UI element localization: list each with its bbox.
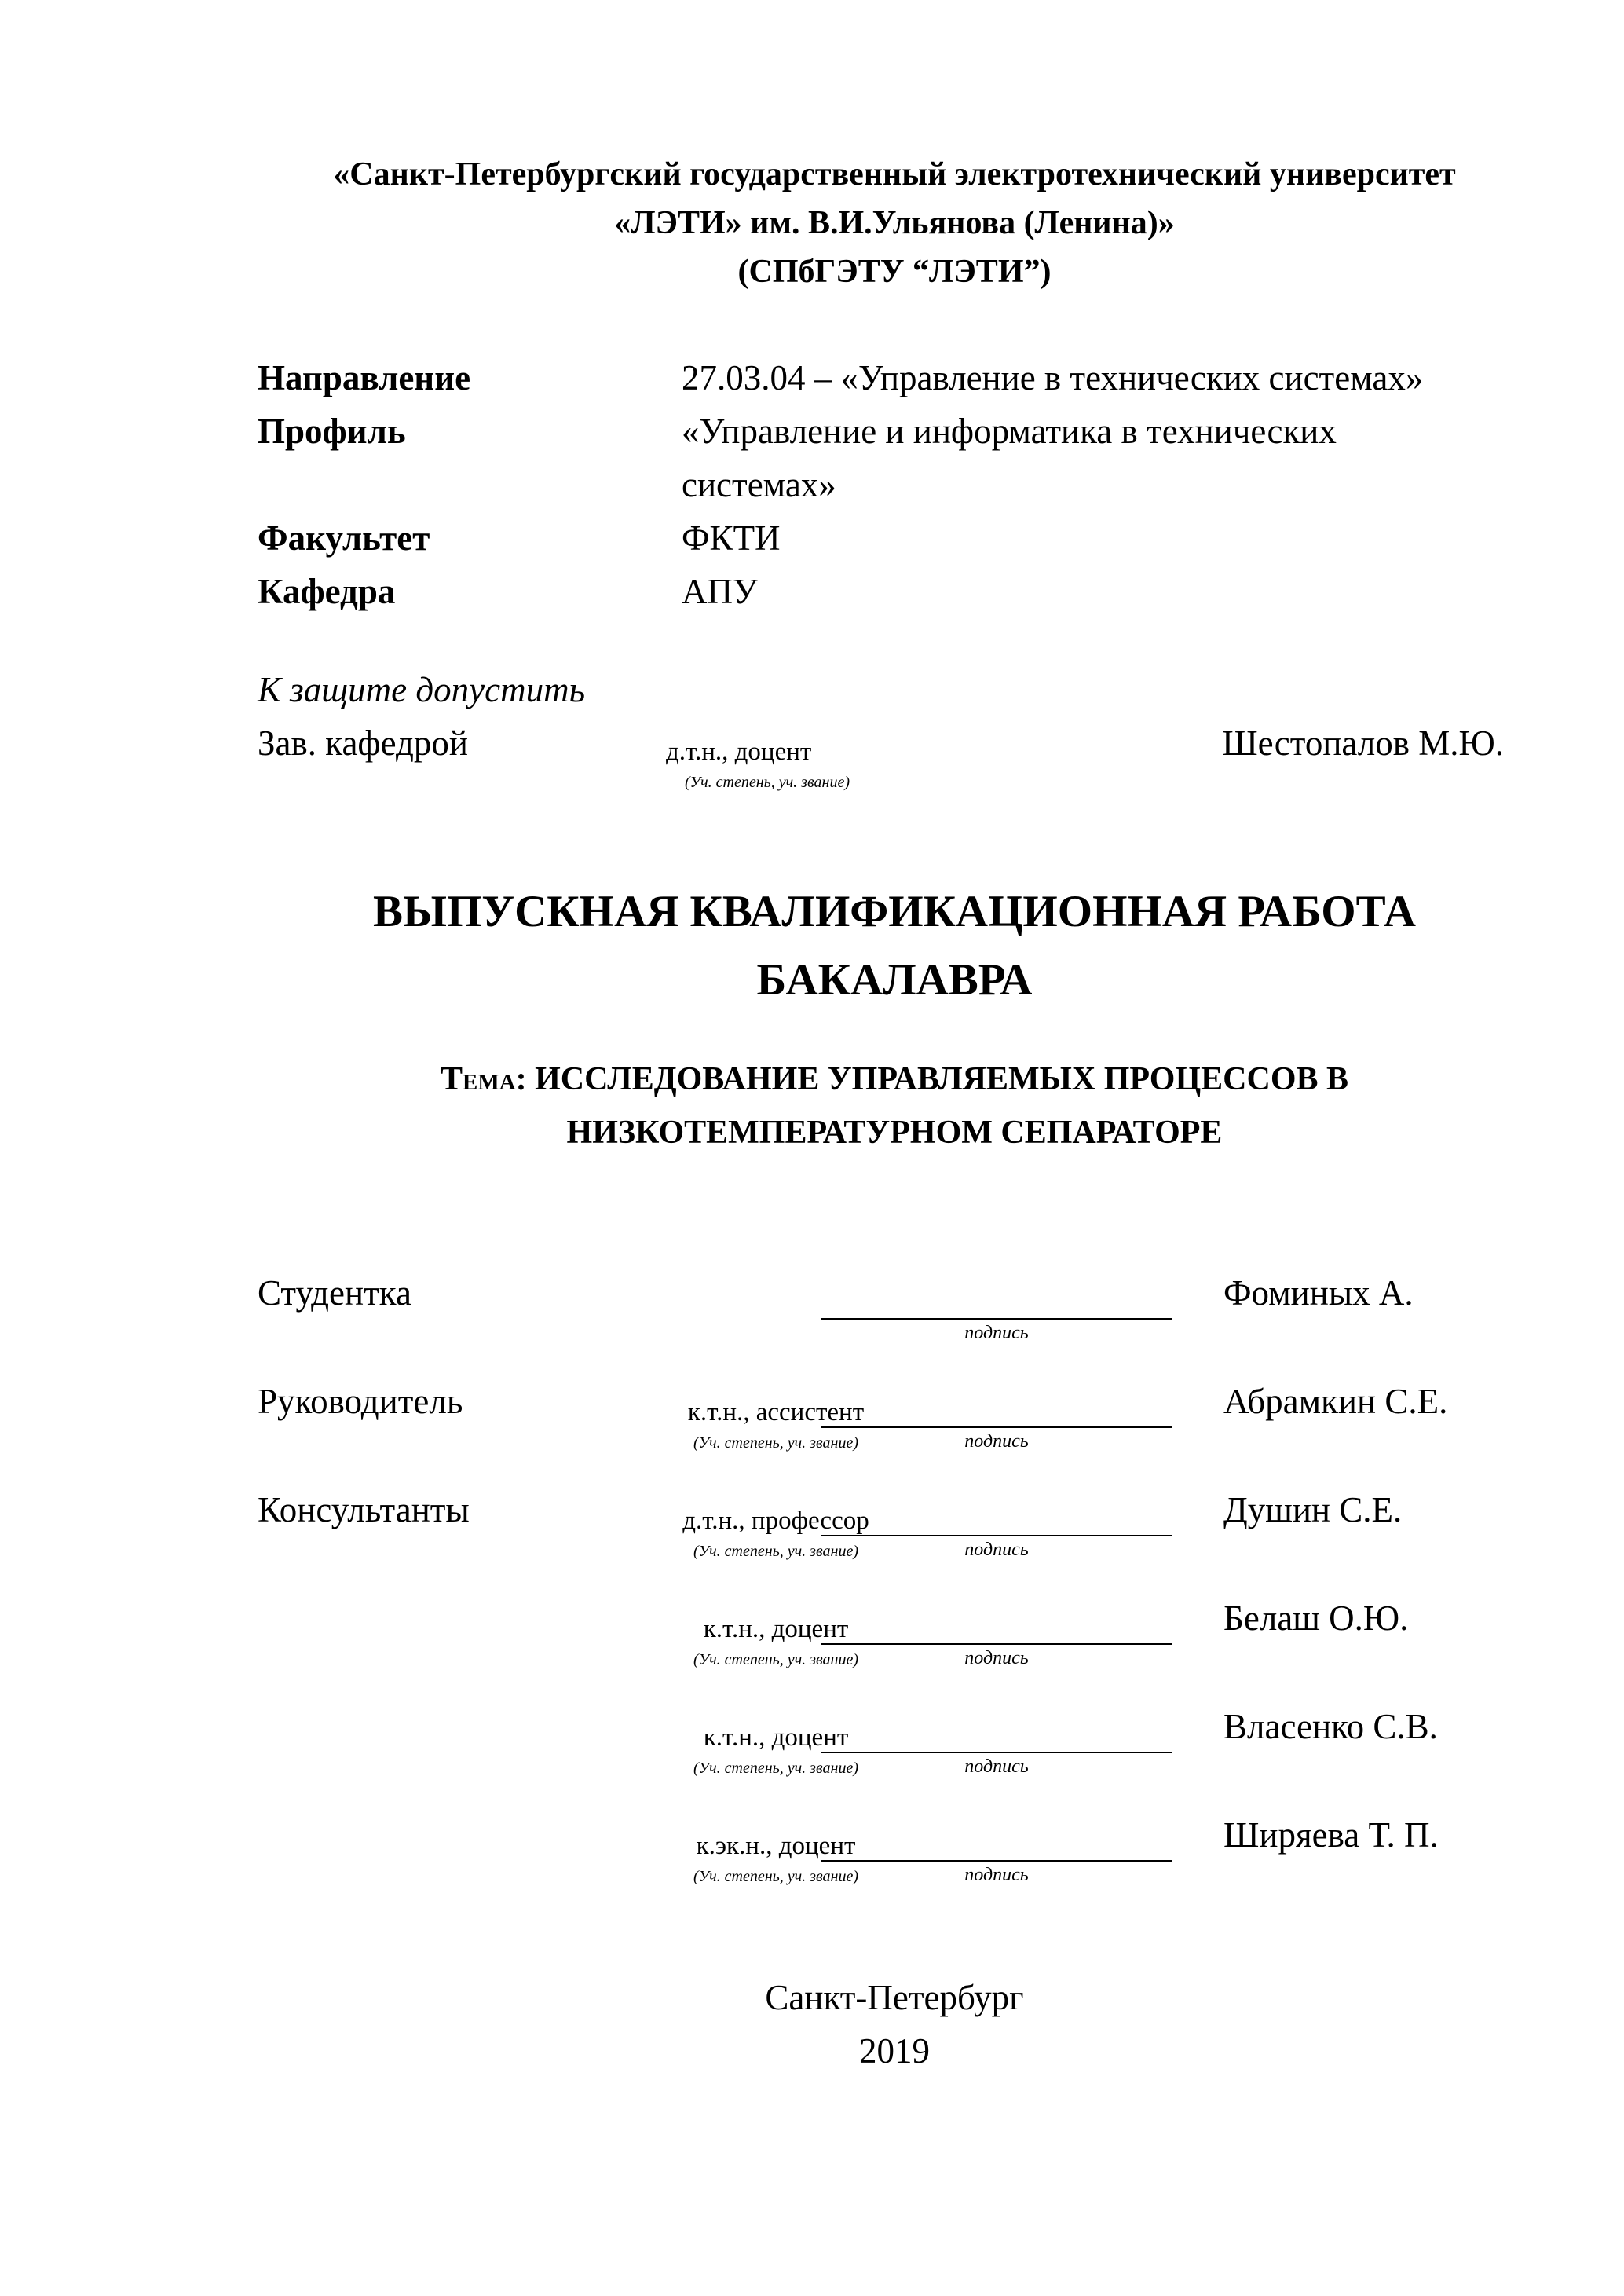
approval-role: Зав. кафедрой [258,723,468,763]
department-value: АПУ [682,572,758,611]
signature-note: подпись [964,1756,1029,1777]
signature-role: Руководитель [258,1382,463,1421]
signature-name: Белаш О.Ю. [1223,1598,1409,1638]
work-title-line1: ВЫПУСКНАЯ КВАЛИФИКАЦИОННАЯ РАБОТА [372,887,1416,936]
signature-degree: к.т.н., доцент [703,1723,849,1752]
signature-name: Абрамкин С.Е. [1223,1382,1448,1421]
direction-value: 27.03.04 – «Управление в технических системах» [682,358,1424,397]
signature-line [821,1535,1172,1536]
signature-line [821,1860,1172,1862]
profile-label: Профиль [258,412,406,451]
signature-line [821,1643,1172,1645]
city: Санкт-Петербург [765,1978,1024,2017]
university-abbreviation: (СПбГЭТУ “ЛЭТИ”) [737,254,1052,290]
approval-degree: д.т.н., доцент [666,738,812,766]
theme-text-line1: ИССЛЕДОВАНИЕ УПРАВЛЯЕМЫХ ПРОЦЕССОВ В [535,1061,1349,1097]
signature-line [821,1318,1172,1320]
theme-line2: НИЗКОТЕМПЕРАТУРНОМ СЕПАРАТОРЕ [566,1115,1223,1151]
signature-note: подпись [964,1323,1029,1343]
signature-degree-note: (Уч. степень, уч. звание) [693,1434,858,1452]
direction-label: Направление [258,358,471,397]
department-label: Кафедра [258,572,396,611]
approval-name: Шестопалов М.Ю. [1222,723,1504,763]
work-title-line2: БАКАЛАВРА [756,955,1033,1005]
signature-role: Консультанты [258,1490,470,1529]
signature-note: подпись [964,1431,1029,1452]
approval-degree-note: (Уч. степень, уч. звание) [685,774,850,791]
profile-value-cont: системах» [682,465,836,504]
faculty-label: Факультет [258,518,430,558]
signature-note: подпись [964,1865,1029,1885]
signature-degree-note: (Уч. степень, уч. звание) [693,1543,858,1560]
signature-degree: к.т.н., доцент [703,1615,849,1643]
signature-line [821,1752,1172,1753]
signature-degree: к.эк.н., доцент [696,1832,856,1860]
signature-name: Фоминых А. [1223,1273,1414,1313]
university-name-line1: «Санкт-Петербургский государственный электротехнический университет [333,156,1456,192]
signature-degree-note: (Уч. степень, уч. звание) [693,1868,858,1885]
signature-note: подпись [964,1540,1029,1560]
profile-value: «Управление и информатика в технических [682,412,1337,451]
theme-prefix: Тема: [440,1061,527,1097]
approval-heading: К защите допустить [258,670,586,709]
signature-note: подпись [964,1648,1029,1668]
signature-name: Душин С.Е. [1223,1490,1403,1529]
signature-degree-note: (Уч. степень, уч. звание) [693,1760,858,1777]
signature-name: Ширяева Т. П. [1223,1815,1439,1855]
signature-name: Власенко С.В. [1223,1707,1438,1746]
university-name-line2: «ЛЭТИ» им. В.И.Ульянова (Ленина)» [614,205,1175,241]
signature-degree-note: (Уч. степень, уч. звание) [693,1651,858,1668]
signature-degree: д.т.н., профессор [682,1507,869,1535]
theme-line1 [0,1060,1624,1098]
signature-line [821,1426,1172,1428]
signature-degree: к.т.н., ассистент [687,1398,865,1426]
faculty-value: ФКТИ [682,518,781,558]
year: 2019 [859,2031,930,2071]
signature-role: Студентка [258,1273,411,1313]
